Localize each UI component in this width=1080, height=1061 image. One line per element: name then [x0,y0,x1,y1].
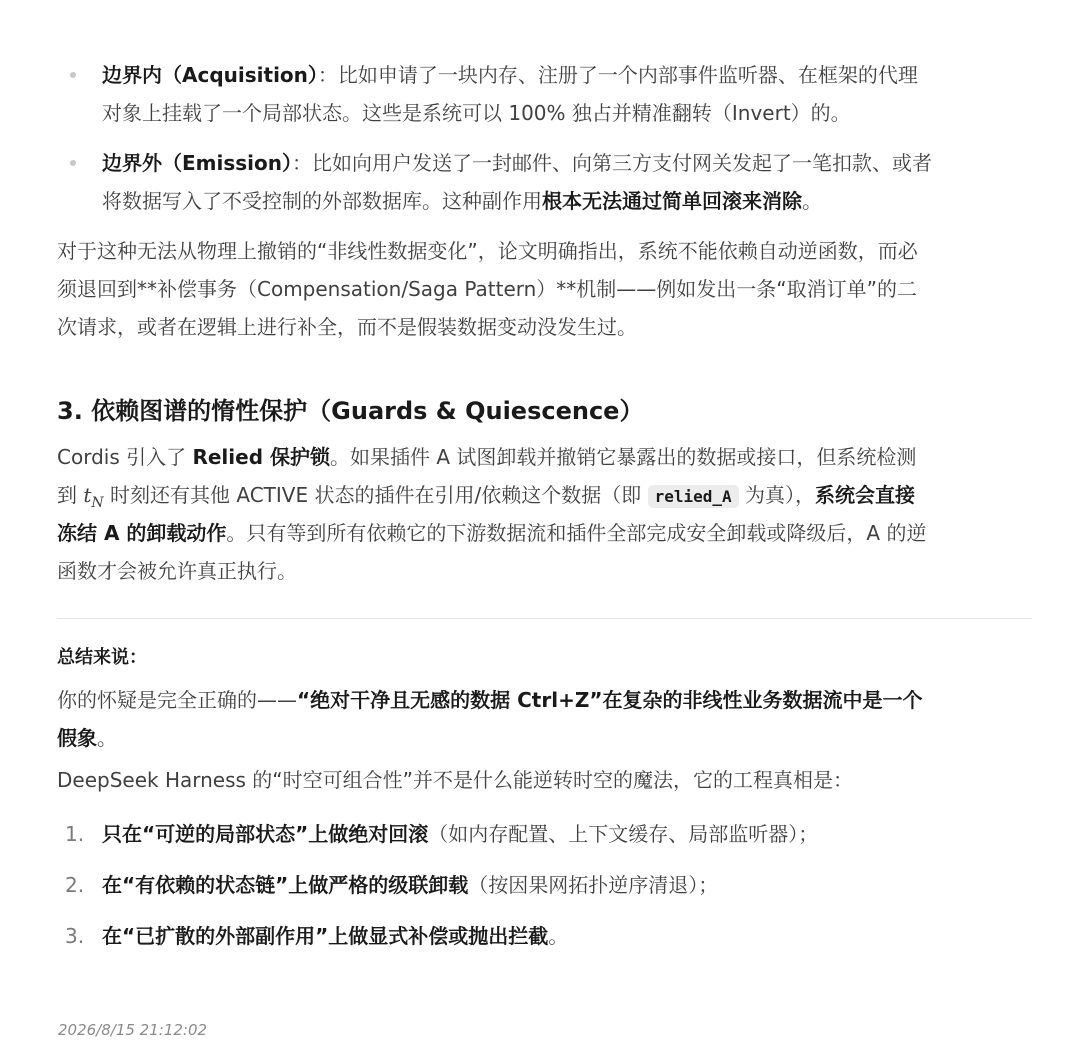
message-content [57,56,1032,968]
paragraph-text: 函数才会被允许真正执行。 [57,559,297,583]
bullet-item [57,144,1032,220]
math-variable: $t_N$ [83,483,104,511]
bullet-dot-icon [70,72,76,78]
item-text: （如内存配置、上下文缓存、局部监听器）； [428,822,819,846]
section-heading: 3. 依赖图谱的惰性保护（Guards & Quiescence） [57,397,644,425]
paragraph-emphasis: 系统会直接 [814,483,915,507]
paragraph [57,232,1032,346]
item-text: （按因果网拓扑逆序清退）； [468,873,719,897]
summary-emphasis: “绝对干净且无感的数据 Ctrl+Z”在复杂的非线性业务数据流中是一个 [297,688,923,712]
summary-emphasis: 假象 [57,726,97,750]
item-emphasis: 只在“可逆的局部状态”上做绝对回滚 [102,822,429,846]
bullet-text: ：比如向用户发送了一封邮件、向第三方支付网关发起了一笔扣款、或者 [292,151,932,175]
paragraph-text: 时刻还有其他 ACTIVE 状态的插件在引用/依赖这个数据（即 [103,483,648,507]
paragraph-text: 。如果插件 A 试图卸载并撤销它暴露出的数据或接口，但系统检测 [330,445,917,469]
bullet-text: 将数据写入了不受控制的外部数据库。这种副作用 [102,189,542,213]
bullet-list [57,56,1032,220]
paragraph-text: 到 [57,483,84,507]
bullet-text: 。 [802,189,822,213]
item-emphasis: 在“已扩散的外部副作用”上做显式补偿或抛出拦截 [102,924,549,948]
paragraph-line: 次请求，或者在逻辑上进行补全，而不是假装数据变动没发生过。 [57,315,637,339]
numbered-list [57,815,1032,955]
numbered-item [57,866,1032,904]
paragraph-text: Cordis 引入了 [57,445,193,469]
summary-text: 。 [97,726,117,750]
bullet-term: 边界外（Emission） [102,151,292,175]
bullet-term: 边界内（Acquisition） [102,63,318,87]
divider [57,618,1032,619]
numbered-item [57,815,1032,853]
paragraph-line: 对于这种无法从物理上撤销的“非线性数据变化”，论文明确指出，系统不能依赖自动逆函数，而必 [57,239,918,263]
item-number: 3. [65,924,85,948]
item-emphasis: 在“有依赖的状态链”上做严格的级联卸载 [102,873,469,897]
item-number: 2. [65,873,85,897]
bullet-emphasis: 根本无法通过简单回滚来消除 [542,189,802,213]
paragraph-emphasis: Relied 保护锁 [192,445,330,469]
summary-text: DeepSeek Harness 的“时空可组合性”并不是什么能逆转时空的魔法，它的工程真相是： [57,768,854,792]
numbered-item [57,917,1032,955]
paragraph-line: 须退回到**补偿事务（Compensation/Saga Pattern）**机制——例如发出一条“取消订单”的二 [57,277,918,301]
summary-title: 总结来说： [57,647,147,668]
bullet-text: 对象上挂载了一个局部状态。这些是系统可以 100% 独占并精准翻转（Invert）的。 [102,101,851,125]
bullet-text: ：比如申请了一块内存、注册了一个内部事件监听器、在框架的代理 [317,63,918,87]
summary-text: 你的怀疑是完全正确的—— [57,688,297,712]
paragraph [57,438,1032,590]
bullet-dot-icon [70,160,76,166]
paragraph-emphasis: 冻结 A 的卸载动作 [57,521,227,545]
item-text: 。 [548,924,569,948]
summary-paragraph [57,681,1032,757]
paragraph-text: 为真）， [738,483,815,507]
inline-code: relied_A [648,485,739,508]
item-number: 1. [65,822,85,846]
paragraph-text: 。只有等到所有依赖它的下游数据流和插件全部完成安全卸载或降级后，A 的逆 [226,521,927,545]
message-timestamp: 2026/8/15 21:12:02 [58,1021,208,1039]
bullet-item [57,56,1032,132]
